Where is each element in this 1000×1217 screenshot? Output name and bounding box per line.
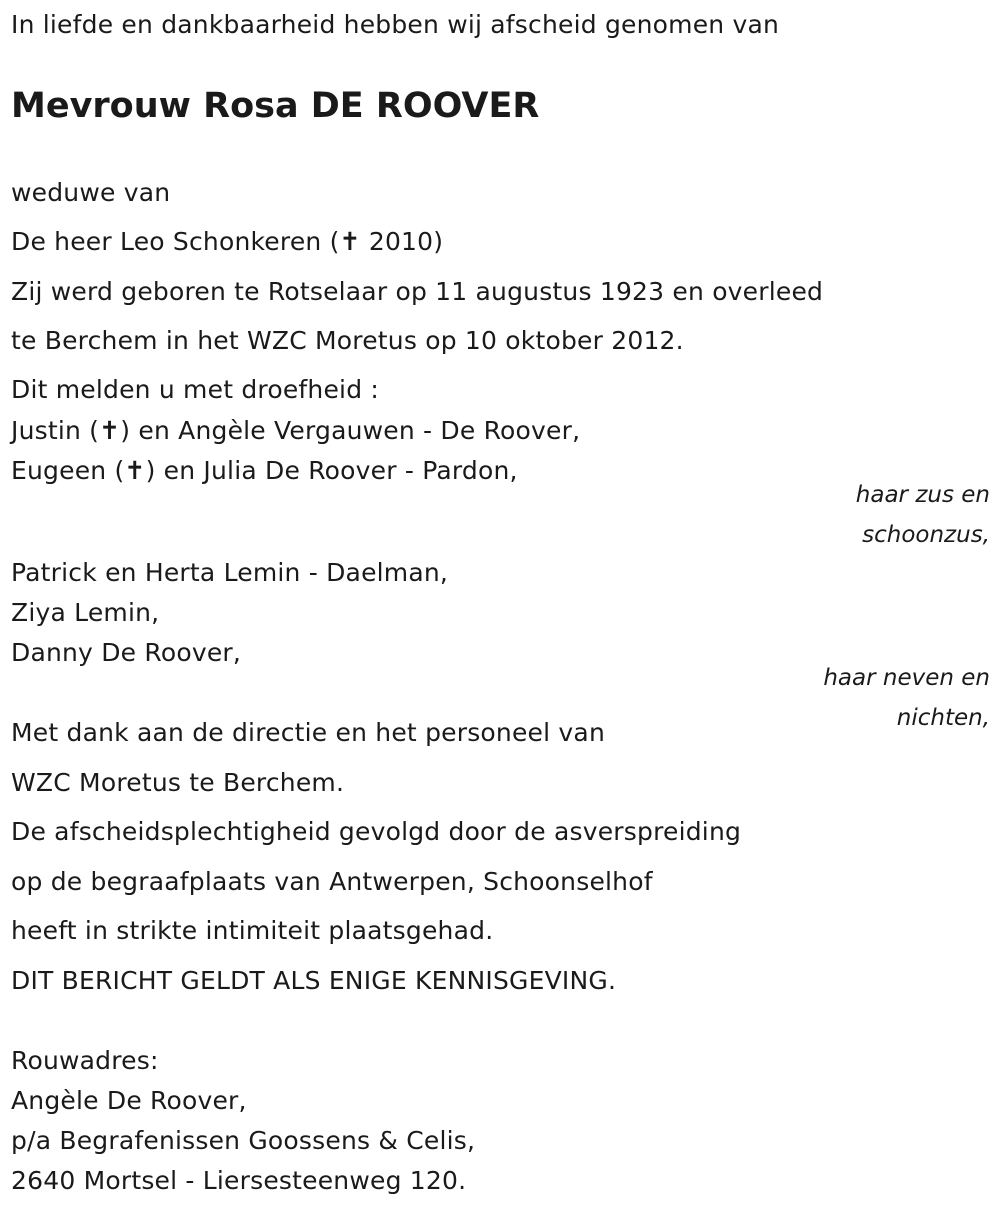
address-label: Rouwadres: [11, 1046, 159, 1075]
widow-of-text: weduwe van [11, 178, 171, 207]
family-line: Eugeen (✝) en Julia De Roover - Pardon, [11, 456, 518, 485]
family-line: Danny De Roover, [11, 638, 242, 667]
relation-line: haar neven en [823, 665, 990, 691]
deceased-name: Mevrouw Rosa DE ROOVER [11, 86, 540, 126]
relation-line: schoonzus, [862, 522, 990, 548]
family-line: Justin (✝) en Angèle Vergauwen - De Roover, [11, 416, 581, 445]
husband-text: De heer Leo Schonkeren (✝ 2010) [11, 227, 444, 256]
birth-line-2: te Berchem in het WZC Moretus op 10 oktober 2012. [11, 326, 684, 355]
closing-line: DIT BERICHT GELDT ALS ENIGE KENNISGEVING. [11, 966, 617, 995]
closing-line: op de begraafplaats van Antwerpen, Schoonselhof [11, 867, 653, 896]
relation-label [823, 658, 990, 738]
closing-line: heeft in strikte intimiteit plaatsgehad. [11, 916, 494, 945]
address-line: Angèle De Roover, [11, 1086, 247, 1115]
birth-line-1: Zij werd geboren te Rotselaar op 11 augustus 1923 en overleed [11, 277, 824, 306]
relation-line: nichten, [896, 705, 990, 731]
relation-label [856, 475, 990, 555]
closing-line: De afscheidsplechtigheid gevolgd door de asverspreiding [11, 817, 742, 846]
address-line: 2640 Mortsel - Liersesteenweg 120. [11, 1166, 467, 1195]
address-line: p/a Begrafenissen Goossens & Celis, [11, 1126, 476, 1155]
family-line: Ziya Lemin, [11, 598, 160, 627]
announce-text: Dit melden u met droefheid : [11, 375, 380, 404]
intro-text: In liefde en dankbaarheid hebben wij afscheid genomen van [11, 10, 780, 39]
relation-line: haar zus en [855, 482, 990, 508]
closing-line: Met dank aan de directie en het personeel van [11, 718, 605, 747]
closing-line: WZC Moretus te Berchem. [11, 768, 345, 797]
family-line: Patrick en Herta Lemin - Daelman, [11, 558, 449, 587]
